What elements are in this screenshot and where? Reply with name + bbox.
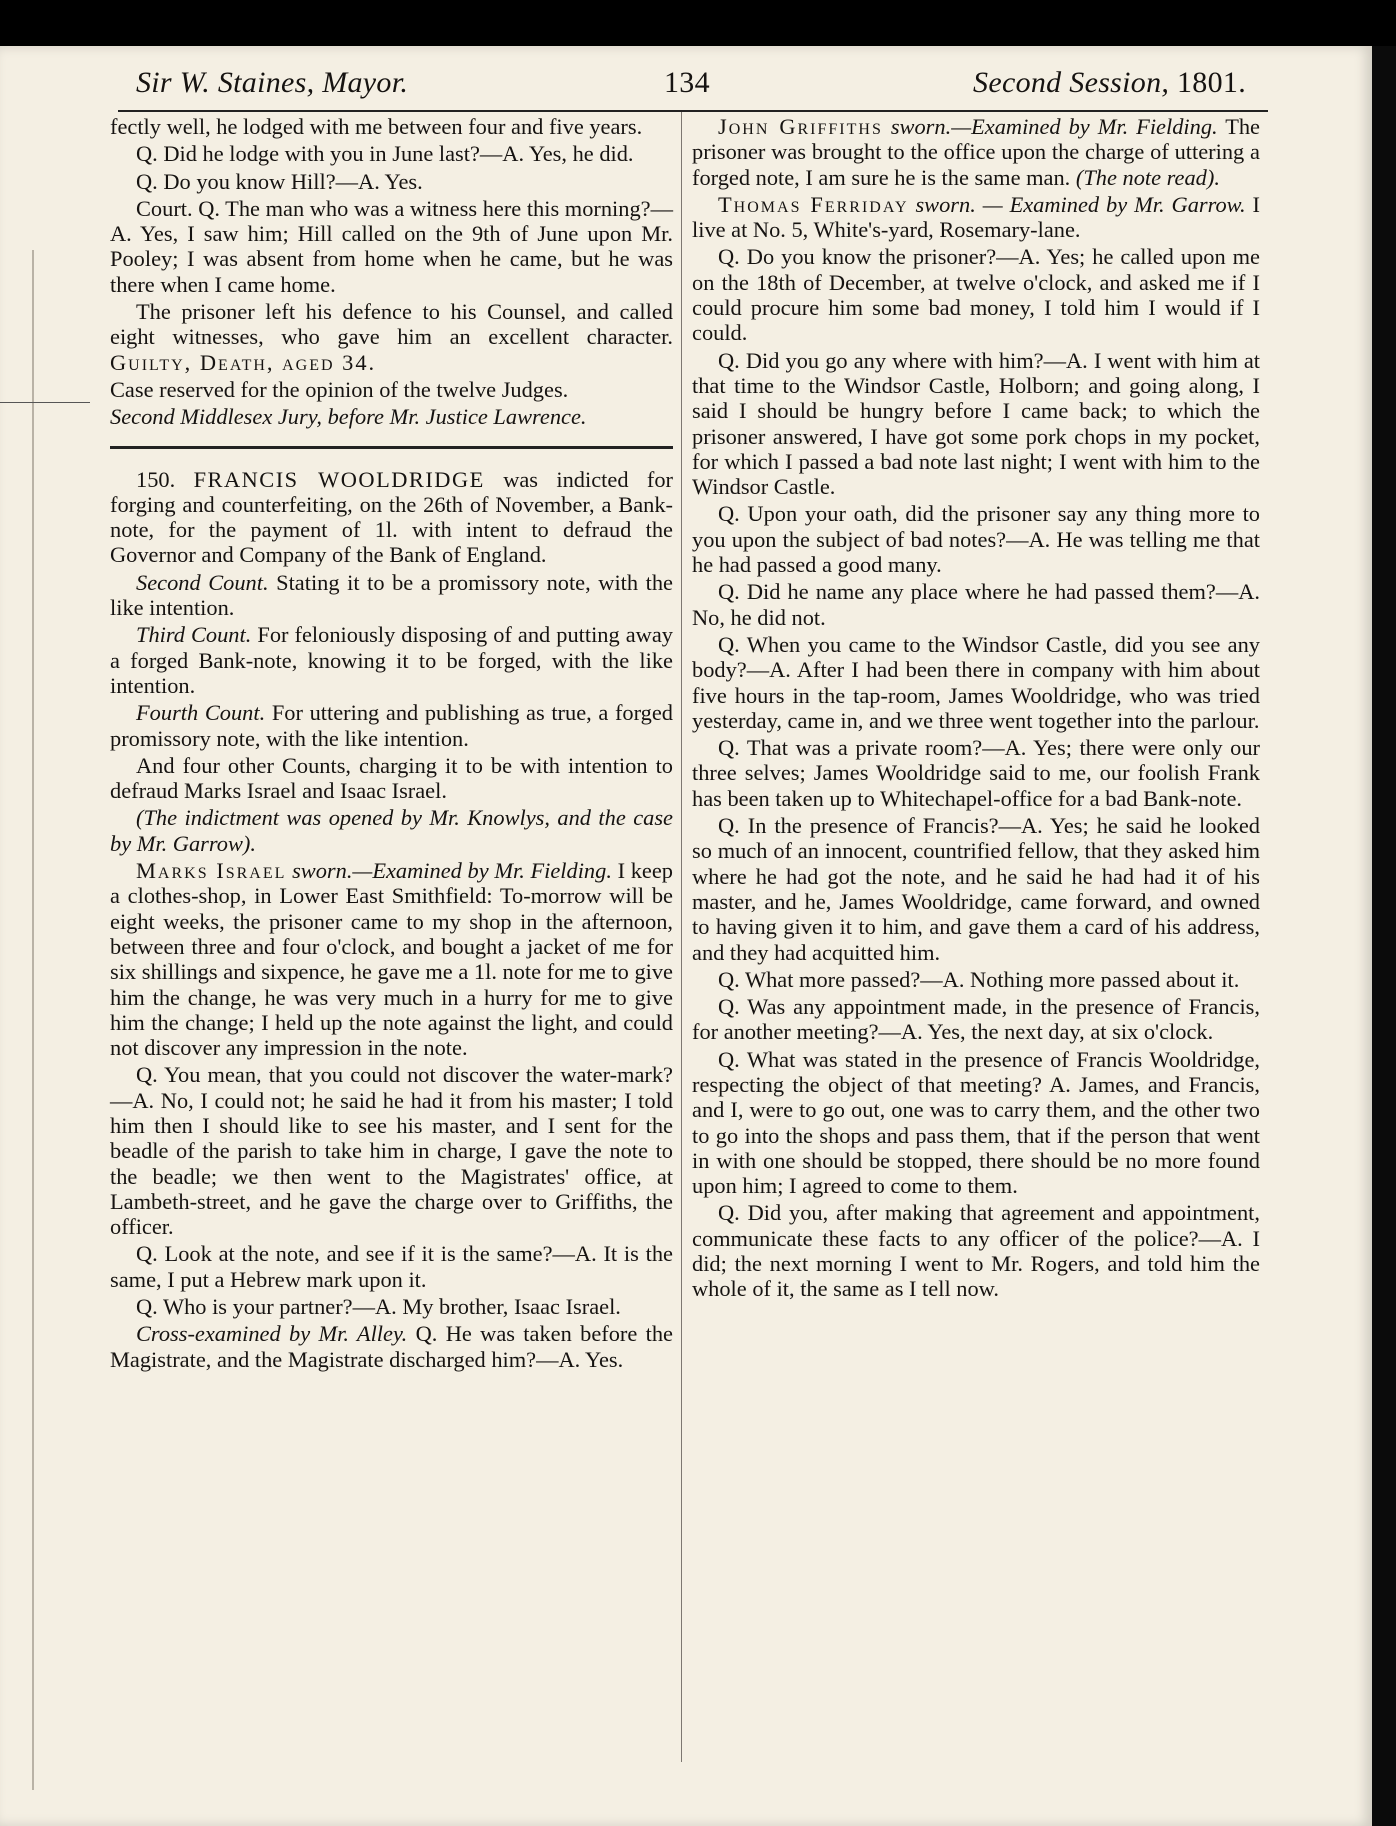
paragraph: fectly well, he lodged with me between four and five years. [110, 114, 643, 139]
count-paragraph [110, 622, 673, 698]
jury-line: Second Middlesex Jury, before Mr. Justice Lawrence. [110, 404, 587, 430]
witness-name: John Griffiths [718, 114, 883, 139]
page-number: 134 [664, 66, 710, 99]
paragraph: Q. Did he lodge with you in June last?—A. Yes, he did. [136, 141, 634, 167]
paragraph: Q. What was stated in the presence of Francis Wooldridge, respecting the object of that meeting? A. James, and Francis, and I, were to go out, one was to carry them, and the other two to go into the shops and pass them, that if the person that went in with one should be stopped, there should be no more found upon him; I agreed to come to them. [692, 1046, 1260, 1199]
witness-paragraph [692, 192, 1260, 243]
header-mayor: Sir W. Staines, Mayor. [136, 66, 409, 99]
binding-shadow [32, 250, 34, 1790]
paragraph [110, 299, 673, 375]
count-paragraph [110, 700, 673, 751]
paragraph: Q. Look at the note, and see if it is the same?—A. It is the same, I put a Hebrew mark upon it. [110, 1241, 673, 1292]
paragraph: Q. Did you, after making that agreement and appointment, communicate these facts to any officer of the police?—A. I did; the next morning I went to Mr. Rogers, and told him the whole of it, the same as I tell now. [692, 1200, 1260, 1302]
paragraph: Q. Do you know Hill?—A. Yes. [136, 168, 423, 194]
paragraph: Q. Who is your partner?—A. My brother, Isaac Israel. [136, 1294, 621, 1320]
defendant-name: FRANCIS WOOLDRIDGE [193, 466, 485, 492]
case-number: 150. [136, 466, 176, 492]
testimony: Q. He was taken before the Magistrate, and the Magistrate discharged him?—A. Yes. [110, 1321, 673, 1372]
indictment-note: (The indictment was opened by Mr. Knowlys, and the case by Mr. Garrow). [110, 805, 673, 856]
column-divider [681, 112, 682, 1762]
indictment-text: was indicted for forging and counterfeiting, on the 26th of November, a Bank-note, for the payment of 1l. with intent to defraud the Governor and Company of the Bank of England. [110, 466, 673, 568]
paragraph: Q. Did you go any where with him?—A. I went with him at that time to the Windsor Castle, Holborn; and going along, I said I should be hungry before I came back; to which the prisoner answered, I have got some pork chops in my pocket, for which I passed a bad note last night; I went with him to the Windsor Castle. [692, 347, 1260, 500]
count-label: Fourth Count. [136, 700, 266, 726]
left-column [110, 114, 673, 1794]
header-session-label: Second Session, [973, 66, 1170, 99]
cross-examination [110, 1321, 673, 1372]
header-rule [118, 110, 1268, 112]
paragraph: Q. In the presence of Francis?—A. Yes; he said he looked so much of an innocent, countrified fellow, that they asked him where he had got the note, and he said he had had it of his master, and he, James Wooldridge, came forward, and owned to having given it to him, and gave them a card of his address, and they had acquitted him. [692, 813, 1260, 965]
witness-name: Thomas Ferriday [718, 191, 909, 217]
paragraph: Q. What more passed?—A. Nothing more passed about it. [718, 966, 1240, 992]
paragraph: Q. Did he name any place where he had passed them?—A. No, he did not. [692, 579, 1260, 630]
testimony: I live at No. 5, White's-yard, Rosemary-lane. [692, 191, 1260, 243]
witness-paragraph [110, 858, 673, 1060]
cross-label: Cross-examined by Mr. Alley. [136, 1321, 408, 1347]
paragraph: Q. That was a private room?—A. Yes; there were only our three selves; James Wooldridge said to me, our foolish Frank has been taken up to Whitechapel-office for a bad Bank-note. [692, 735, 1260, 811]
witness-name: Marks Israel [136, 858, 287, 884]
witness-sworn: sworn.—Examined by Mr. Fielding. [292, 858, 612, 884]
testimony: I keep a clothes-shop, in Lower East Smithfield: To-morrow will be eight weeks, the prisoner came to my shop in the afternoon, between three and four o'clock, and bought a jacket of me for six shillings and sixpence, he gave me a 1l. note for me to give him the change, he was very much in a hurry for me to give him the change; I held up the note against the light, and could not discover any impression in the note. [110, 858, 673, 1061]
paragraph: Court. Q. The man who was a witness here this morning?—A. Yes, I saw him; Hill called on the 9th of June upon Mr. Pooley; I was absent from home when he came, but he was there when I came home. [110, 195, 673, 297]
paragraph: Q. Was any appointment made, in the presence of Francis, for another meeting?—A. Yes, the next day, at six o'clock. [692, 994, 1260, 1045]
header-session [973, 66, 1246, 100]
case-opening [110, 467, 673, 568]
count-text: Stating it to be a promissory note, with the like intention. [110, 569, 673, 621]
paragraph: Q. You mean, that you could not discover the water-mark?—A. No, I could not; he said he had it from his master; I told him then I should like to see his master, and I sent for the beadle of the parish to take him in charge, I gave the note to the beadle; we then went to the Magistrates' office, at Lambeth-street, and he gave the charge over to Griffiths, the officer. [110, 1062, 673, 1240]
margin-mark-left [0, 402, 90, 403]
defence-text: The prisoner left his defence to his Counsel, and called eight witnesses, who gave him an excellent character. [110, 299, 673, 350]
paragraph: Q. Upon your oath, did the prisoner say any thing more to you upon the subject of bad notes?—A. He was telling me that he had passed a good many. [692, 501, 1260, 578]
count-paragraph [110, 570, 673, 621]
paragraph: And four other Counts, charging it to be with intention to defraud Marks Israel and Isaac Israel. [110, 752, 673, 804]
scan-top-border [0, 0, 1396, 46]
note-read: (The note read). [1075, 164, 1220, 190]
count-text: For uttering and publishing as true, a forged promissory note, with the like intention. [110, 700, 673, 751]
count-label: Second Count. [136, 569, 269, 595]
paragraph: Case reserved for the opinion of the twelve Judges. [110, 376, 569, 402]
witness-sworn: sworn.—Examined by Mr. Fielding. [890, 114, 1218, 139]
case-separator-rule [110, 446, 673, 449]
running-header [136, 66, 1246, 110]
scan-right-border [1372, 46, 1396, 1826]
verdict: Guilty, Death, aged 34. [110, 349, 377, 375]
count-label: Third Count. [136, 622, 252, 648]
witness-paragraph [692, 114, 1260, 190]
header-year: 1801. [1177, 66, 1246, 99]
right-column [692, 114, 1260, 1794]
paragraph: Q. When you came to the Windsor Castle, did you see any body?—A. After I had been there in company with him about five hours in the tap-room, James Wooldridge, who was tried yesterday, came in, and we three went together into the parlour. [692, 631, 1260, 733]
testimony: The prisoner was brought to the office upon the charge of uttering a forged note, I am sure he is the same man. [692, 114, 1260, 190]
count-text: For feloniously disposing of and putting away a forged Bank-note, knowing it to be forged, with the like intention. [110, 622, 673, 698]
witness-sworn: sworn. — Examined by Mr. Garrow. [915, 191, 1246, 217]
paragraph: Q. Do you know the prisoner?—A. Yes; he called upon me on the 18th of December, at twelve o'clock, and asked me if I could procure him some bad money, I told him I would if I could. [692, 244, 1260, 346]
